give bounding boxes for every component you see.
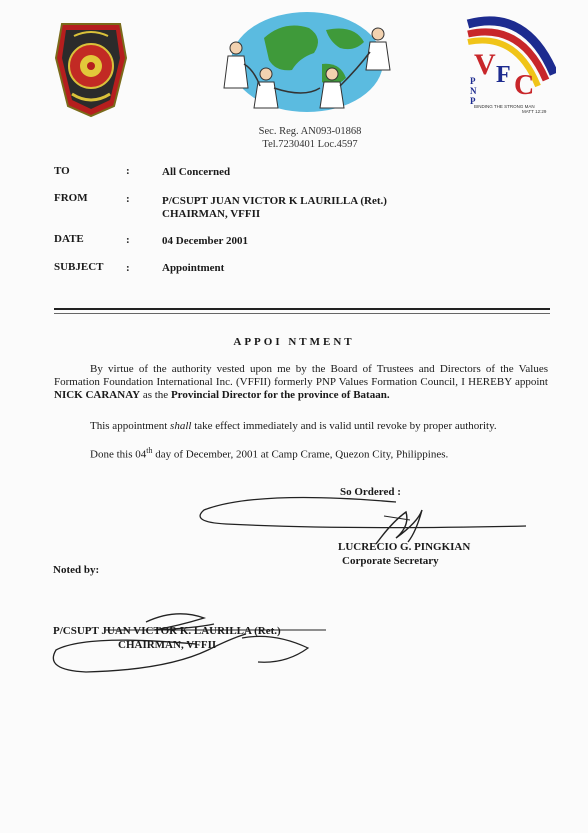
divider-thick bbox=[54, 308, 550, 310]
subject-colon: : bbox=[126, 262, 130, 274]
svg-text:MATT 12:29: MATT 12:29 bbox=[522, 109, 547, 114]
chairman-title: CHAIRMAN, VFFII bbox=[118, 639, 217, 651]
pnp-seal-icon bbox=[54, 14, 128, 118]
subject-label: SUBJECT bbox=[54, 261, 104, 273]
telephone-number: Tel.7230401 Loc.4597 bbox=[262, 139, 358, 150]
divider-thin bbox=[54, 313, 550, 314]
to-value: All Concerned bbox=[162, 166, 231, 178]
svg-text:P: P bbox=[470, 76, 476, 86]
p2-text-a: This appointment bbox=[90, 420, 171, 432]
svg-text:C: C bbox=[514, 70, 535, 101]
effectivity-paragraph bbox=[90, 420, 550, 433]
appointee-name: NICK CARANAY bbox=[54, 389, 141, 401]
so-ordered-label: So Ordered : bbox=[340, 486, 401, 498]
letterhead-registration bbox=[250, 125, 370, 151]
p1-text-a: By virtue of the authority vested upon me by the Board of Trustees and Directors of the Values Formation Foundation International Inc. (VFFII) formerly PNP Values Formation Council, I HEREBY appoint bbox=[54, 363, 548, 388]
chairman-name: P/CSUPT JUAN VICTOR K. LAURILLA (Ret.) bbox=[53, 625, 281, 637]
done-paragraph bbox=[90, 444, 550, 462]
svg-text:BINDING THE STRONG MAN: BINDING THE STRONG MAN bbox=[474, 104, 535, 109]
svg-text:F: F bbox=[496, 62, 511, 88]
noted-by-label: Noted by: bbox=[53, 564, 100, 576]
svg-text:V: V bbox=[474, 48, 496, 81]
p2-text-b: take effect immediately and is valid until revoke by proper authority. bbox=[191, 420, 497, 432]
from-value-line-2: CHAIRMAN, VFFII bbox=[162, 208, 261, 220]
document-title: APPOI NTMENT bbox=[233, 336, 355, 348]
appointment-paragraph bbox=[54, 363, 548, 402]
date-value: 04 December 2001 bbox=[162, 235, 248, 247]
to-colon: : bbox=[126, 165, 130, 177]
secretary-title: Corporate Secretary bbox=[342, 555, 439, 567]
p3-superscript: th bbox=[146, 446, 153, 455]
p2-emphasis: shall bbox=[170, 420, 192, 432]
to-label: TO bbox=[54, 165, 70, 177]
date-colon: : bbox=[126, 234, 130, 246]
p3-text-b: day of December, 2001 at Camp Crame, Quezon City, Philippines. bbox=[152, 448, 449, 461]
vfc-logo-icon bbox=[466, 14, 556, 114]
from-colon: : bbox=[126, 193, 130, 205]
p1-text-b: as the bbox=[140, 389, 171, 401]
p3-text-a: Done this 04 bbox=[90, 448, 147, 461]
secretary-signature bbox=[196, 492, 530, 548]
subject-value: Appointment bbox=[162, 262, 225, 274]
from-value bbox=[162, 195, 387, 221]
sec-reg-number: Sec. Reg. AN093-01868 bbox=[258, 126, 362, 137]
date-label: DATE bbox=[54, 233, 84, 245]
from-label: FROM bbox=[54, 192, 88, 204]
children-around-globe-icon bbox=[214, 8, 400, 116]
svg-text:P: P bbox=[470, 96, 476, 106]
secretary-name: LUCRECIO G. PINGKIAN bbox=[338, 541, 471, 553]
from-value-line-1: P/CSUPT JUAN VICTOR K LAURILLA (Ret.) bbox=[162, 195, 387, 207]
appointee-position: Provincial Director for the province of Bataan. bbox=[170, 389, 390, 401]
svg-text:N: N bbox=[470, 86, 477, 96]
